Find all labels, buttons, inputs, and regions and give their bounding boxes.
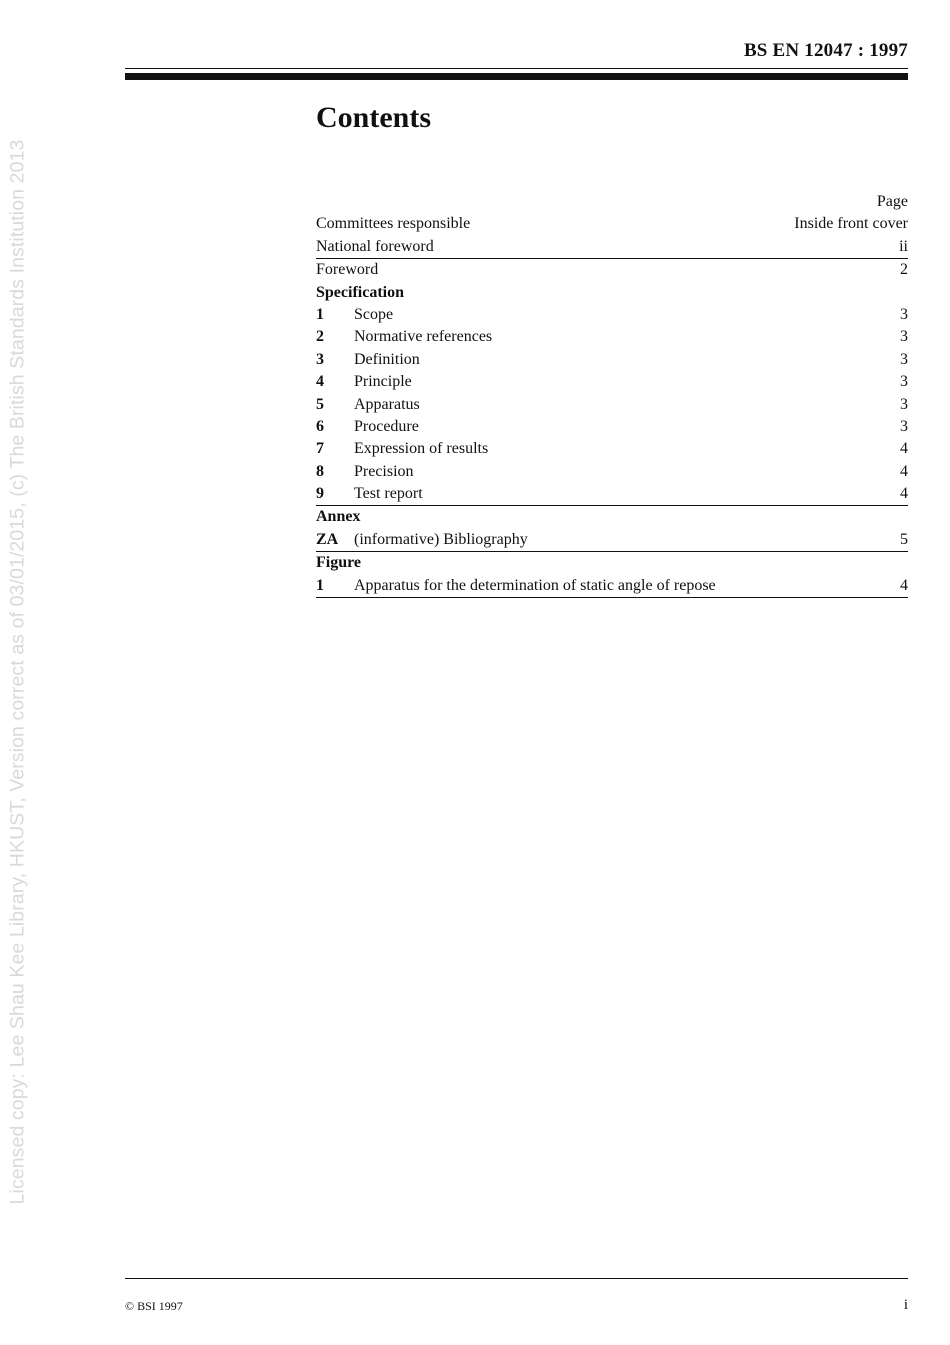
toc-page: 3: [900, 395, 908, 413]
license-watermark: Licensed copy: Lee Shau Kee Library, HKUST, Version correct as of 03/01/2015, (c) The British Standards Institution 2013: [6, 139, 29, 1205]
toc-label: (informative) Bibliography: [354, 530, 528, 548]
header-rule-thick: [125, 73, 908, 80]
toc-section-heading: [316, 552, 908, 574]
toc-number: 1: [316, 576, 324, 594]
toc-label: Foreword: [316, 261, 379, 279]
toc-label: Test report: [354, 485, 423, 503]
toc-row[interactable]: [316, 483, 908, 506]
toc-row[interactable]: [316, 304, 908, 326]
toc-page-heading: Page: [876, 193, 908, 210]
toc-row[interactable]: [316, 259, 908, 281]
toc-page: 3: [900, 373, 908, 391]
toc-number: 9: [316, 485, 324, 503]
toc-number: 6: [316, 417, 324, 435]
toc-row[interactable]: [316, 575, 908, 598]
toc-label: Expression of results: [354, 440, 489, 458]
toc-page: 4: [900, 440, 908, 458]
table-of-contents: [316, 191, 908, 598]
toc-section-heading-label: Annex: [316, 508, 361, 526]
footer-rule: [125, 1278, 908, 1279]
toc-number: 4: [316, 373, 324, 391]
toc-number: 1: [316, 305, 324, 323]
toc-page: 3: [900, 350, 908, 368]
toc-number: 3: [316, 350, 324, 368]
toc-page: 3: [900, 305, 908, 323]
toc-section-heading: [316, 282, 908, 304]
toc-section-heading: [316, 506, 908, 528]
toc-row[interactable]: [316, 438, 908, 460]
toc-row[interactable]: [316, 326, 908, 348]
toc-section-heading-label: Specification: [316, 283, 404, 301]
toc-page: 4: [900, 576, 908, 594]
toc-label: National foreword: [316, 237, 434, 255]
toc-number: ZA: [316, 530, 339, 548]
toc-label: Scope: [354, 305, 394, 323]
toc-label: Normative references: [354, 328, 493, 346]
toc-row[interactable]: [316, 461, 908, 483]
toc-row[interactable]: [316, 213, 908, 235]
toc-page: Inside front cover: [794, 215, 908, 233]
toc-number: 8: [316, 462, 324, 480]
toc-row[interactable]: [316, 349, 908, 371]
toc-label: Committees responsible: [316, 215, 471, 233]
toc-row[interactable]: [316, 371, 908, 393]
toc-page-heading-row: [316, 191, 908, 213]
toc-label: Apparatus: [354, 395, 420, 413]
toc-label: Principle: [354, 373, 412, 391]
toc-number: 5: [316, 395, 324, 413]
toc-label: Apparatus for the determination of static angle of repose: [354, 576, 716, 594]
toc-label: Definition: [354, 350, 420, 368]
toc-number: 2: [316, 328, 324, 346]
page-number: i: [903, 1297, 908, 1313]
toc-page: 5: [900, 530, 908, 548]
toc-page: ii: [899, 237, 908, 255]
page-title: Contents: [316, 101, 432, 134]
toc-row[interactable]: [316, 529, 908, 552]
header-rule-thin: [125, 68, 908, 69]
toc-label: Procedure: [354, 417, 419, 435]
toc-page: 3: [900, 328, 908, 346]
toc-page: 3: [900, 417, 908, 435]
toc-row[interactable]: [316, 236, 908, 259]
toc-page: 4: [900, 462, 908, 480]
toc-number: 7: [316, 440, 324, 458]
toc-page: 4: [900, 485, 908, 503]
toc-label: Precision: [354, 462, 414, 480]
toc-section-heading-label: Figure: [316, 554, 362, 572]
toc-row[interactable]: [316, 416, 908, 438]
toc-page: 2: [900, 261, 908, 279]
document-id: BS EN 12047 : 1997: [743, 40, 908, 61]
copyright-notice: © BSI 1997: [125, 1299, 183, 1313]
toc-row[interactable]: [316, 394, 908, 416]
